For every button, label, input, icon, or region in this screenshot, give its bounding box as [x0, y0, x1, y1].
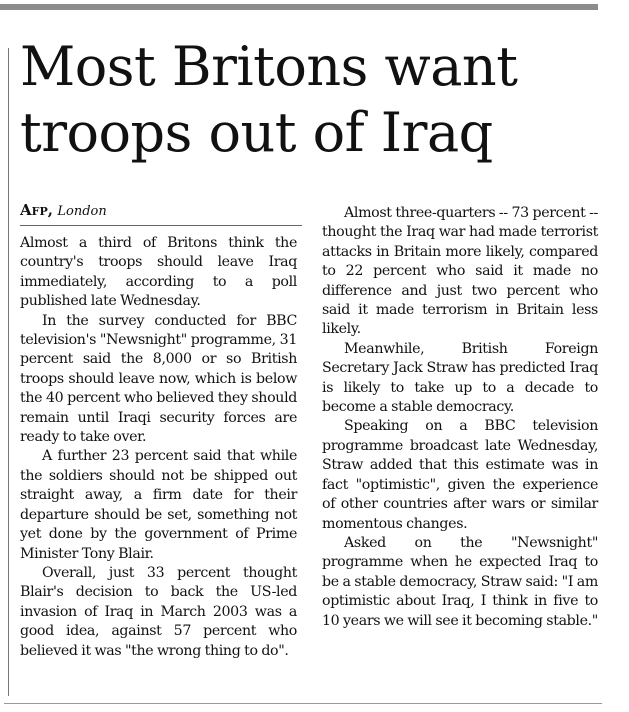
article-paragraph: Almost three-quarters -- 73 percent -- thought the Iraq war had made terrorist attacks in Britain more likely, compared to 22 percent who said it made no difference and just two percent who said it made terrorism in Britain less likely.	[322, 205, 599, 338]
article-paragraph: Asked on the "Newsnight" programme when he expected Iraq to be a stable democracy, Straw said: "I am optimistic about Iraq, I think in five to 10 years we will see it becoming stable."	[322, 534, 598, 629]
article-paragraph: Almost a third of Britons think the country's troops should leave Iraq immediately, according to a poll published late Wednesday.	[20, 235, 297, 310]
article-paragraph: Speaking on a BBC television programme broadcast late Wednesday, Straw added that this estimate was in fact "optimistic", given the experience of other countries after wars or similar momentous changes.	[322, 418, 598, 532]
article-paragraph: Overall, just 33 percent thought Blair's decision to back the US-led invasion of Iraq in March 2003 was a good idea, against 57 percent who believed it was "the wrong thing to do".	[20, 564, 297, 659]
article-paragraph: In the survey conducted for BBC television's "Newsnight" programme, 31 percent said the 8,000 or so British troops should leave now, which is below the 40 percent who believed they should remain until Iraqi security forces are ready to take over.	[20, 312, 297, 446]
byline-place: London	[57, 204, 107, 219]
byline	[20, 201, 310, 223]
bottom-border-rule	[4, 703, 602, 704]
article-paragraph: A further 23 percent said that while the soldiers should not be shipped out straight away, a firm date for their departure should be set, something not yet done by the government of Prime Minister Tony Blair.	[20, 448, 297, 562]
byline-agency: Afp,	[20, 201, 53, 219]
article-paragraph: Meanwhile, British Foreign Secretary Jack Straw has predicted Iraq is likely to take up to a decade to become a stable democracy.	[322, 340, 598, 416]
article-column-left	[20, 234, 297, 661]
byline-rule	[20, 225, 302, 226]
left-border-rule	[8, 48, 9, 696]
article-headline: Most Britons want troops out of Iraq	[20, 35, 518, 164]
article-column-right	[322, 204, 598, 631]
top-border-rule	[0, 4, 598, 10]
